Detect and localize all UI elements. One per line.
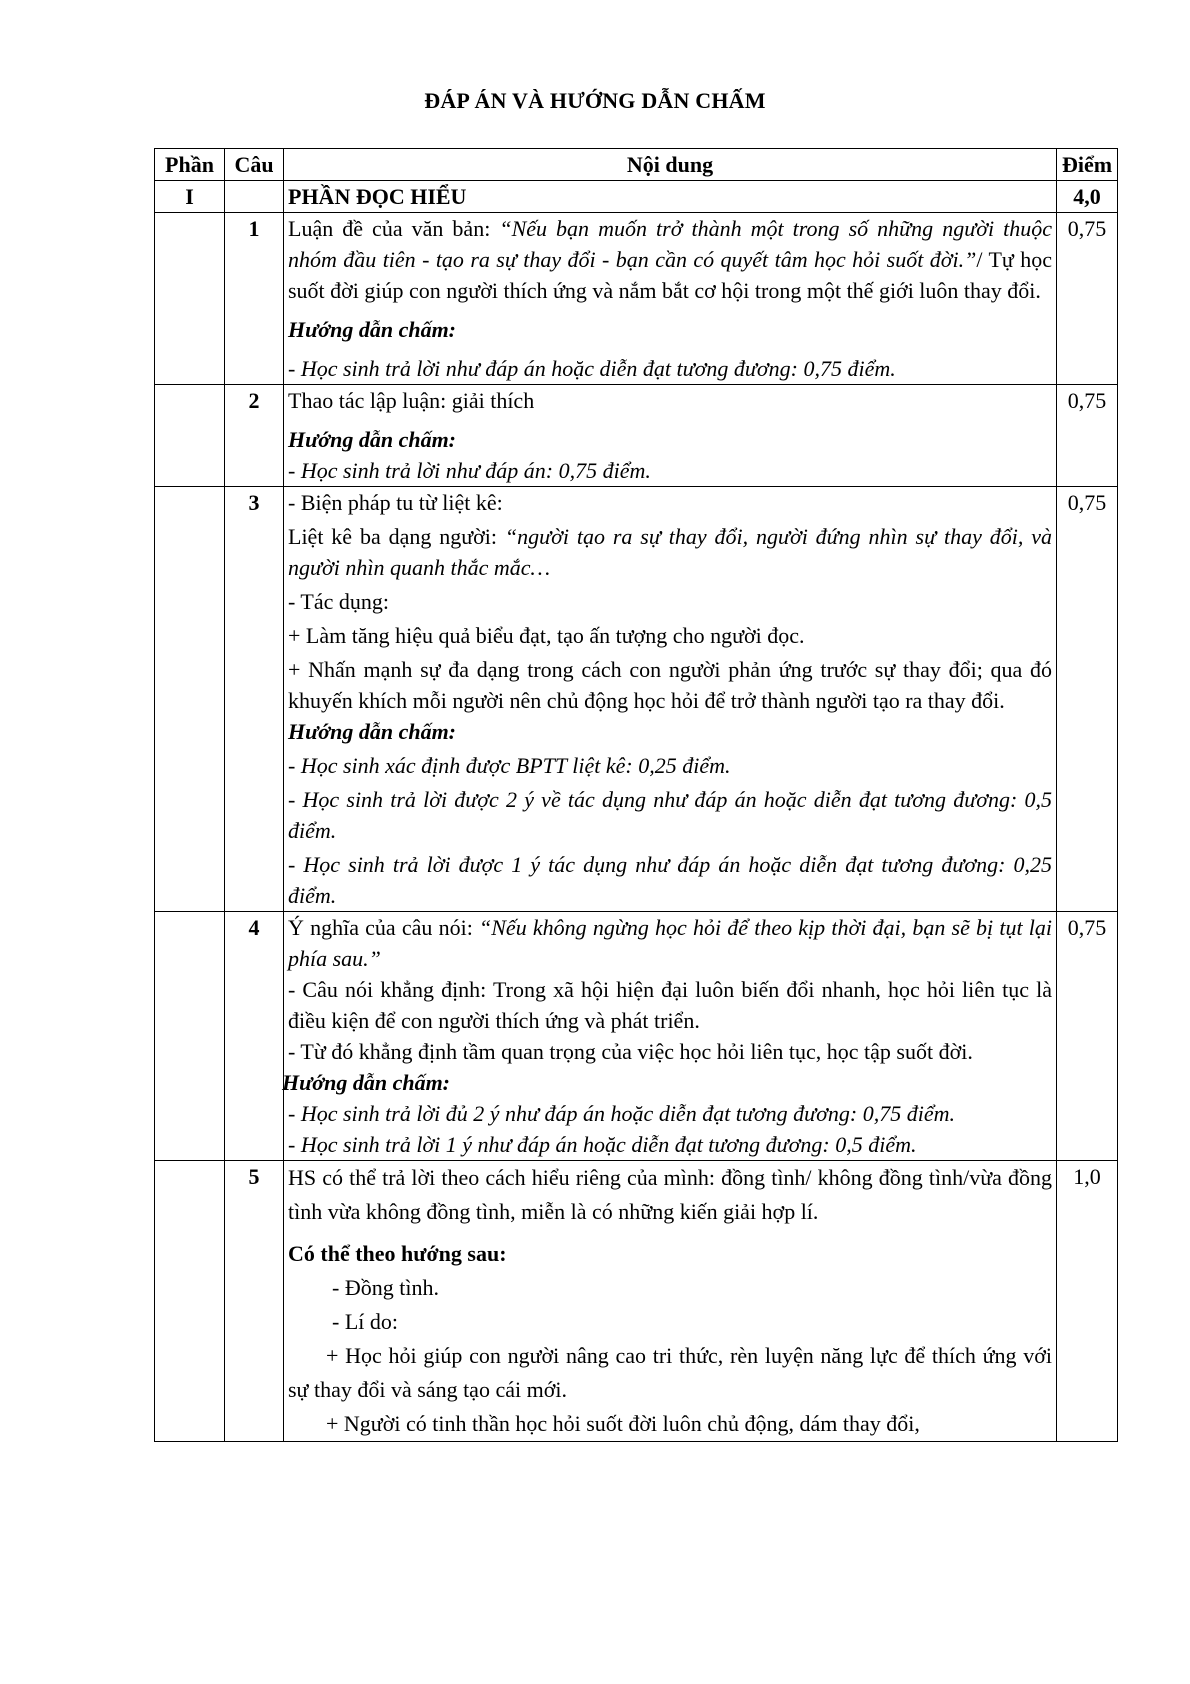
q5-diem: 1,0	[1057, 1161, 1118, 1442]
header-diem: Điểm	[1057, 149, 1118, 181]
q5-line-1: HS có thể trả lời theo cách hiểu riêng của mình: đồng tình/ không đồng tình/vừa đồng tình vừa không đồng tình, miễn là có những kiến giải hợp lí.	[288, 1165, 1052, 1224]
cau-number-2: 2	[225, 385, 284, 487]
q4-guide-label: Hướng dẫn chấm:	[282, 1070, 451, 1095]
q1-guide-label: Hướng dẫn chấm:	[288, 317, 457, 342]
q5-line-2: Có thể theo hướng sau:	[288, 1241, 507, 1266]
q5-line-6: + Người có tinh thần học hỏi suốt đời luôn chủ động, dám thay đổi,	[326, 1411, 920, 1436]
table-row-q4	[155, 912, 1118, 1161]
q1-rest: / Tự học suốt đời giúp con người thích ứng và nắm bắt cơ hội trong một thế giới luôn thay đổi.	[288, 247, 1052, 303]
q4-quote: “Nếu không ngừng học hỏi để theo kịp thời đại, bạn sẽ bị tụt lại phía sau.”	[288, 915, 1052, 971]
header-noidung: Nội dung	[284, 149, 1057, 181]
header-cau: Câu	[225, 149, 284, 181]
q4-guide-2: - Học sinh trả lời 1 ý như đáp án hoặc diễn đạt tương đương: 0,5 điểm.	[288, 1132, 917, 1157]
q1-diem: 0,75	[1057, 213, 1118, 385]
q5-line-5: + Học hỏi giúp con người nâng cao tri thức, rèn luyện năng lực để thích ứng với sự thay đổi và sáng tạo cái mới.	[288, 1343, 1052, 1402]
q2-guide-label: Hướng dẫn chấm:	[288, 427, 457, 452]
section-row	[155, 181, 1118, 213]
page-title: ĐÁP ÁN VÀ HƯỚNG DẪN CHẤM	[424, 88, 766, 113]
table-row-q1	[155, 213, 1118, 385]
section-phan: I	[155, 181, 225, 213]
q4-line-2: - Câu nói khẳng định: Trong xã hội hiện đại luôn biến đổi nhanh, học hỏi liên tục là điều kiện để con người thích ứng và phát triển.	[288, 977, 1052, 1033]
section-title: PHẦN ĐỌC HIỂU	[284, 181, 1057, 213]
q1-answer	[288, 213, 1052, 306]
phan-empty	[155, 385, 225, 487]
phan-empty	[155, 1161, 225, 1442]
phan-empty	[155, 912, 225, 1161]
q4-intro: Ý nghĩa của câu nói:	[288, 915, 480, 940]
q3-guide-2: - Học sinh trả lời được 2 ý về tác dụng như đáp án hoặc diễn đạt tương đương: 0,5 điểm.	[288, 787, 1052, 843]
q2-diem: 0,75	[1057, 385, 1118, 487]
q3-line-3: - Tác dụng:	[288, 589, 390, 614]
q4-line-1	[288, 912, 1052, 974]
section-diem: 4,0	[1057, 181, 1118, 213]
q1-guide-1: - Học sinh trả lời như đáp án hoặc diễn đạt tương đương: 0,75 điểm.	[288, 356, 896, 381]
q4-content	[284, 912, 1057, 1161]
phan-empty	[155, 213, 225, 385]
cau-number-5: 5	[225, 1161, 284, 1442]
table-row-q3	[155, 487, 1118, 912]
table-header-row	[155, 149, 1118, 181]
q3-guide-label: Hướng dẫn chấm:	[288, 719, 457, 744]
cau-number-1: 1	[225, 213, 284, 385]
cau-number-3: 3	[225, 487, 284, 912]
q3-diem: 0,75	[1057, 487, 1118, 912]
q3-content	[284, 487, 1057, 912]
section-cau-empty	[225, 181, 284, 213]
q5-content	[284, 1161, 1057, 1442]
q3-line-5: + Nhấn mạnh sự đa dạng trong cách con người phản ứng trước sự thay đổi; qua đó khuyến khích mỗi người nên chủ động học hỏi để trở thành người tạo ra thay đổi.	[288, 657, 1052, 713]
phan-empty	[155, 487, 225, 912]
header-phan: Phần	[155, 149, 225, 181]
table-row-q2	[155, 385, 1118, 487]
q3-line-2	[288, 521, 1052, 583]
q3-line-2-intro: Liệt kê ba dạng người:	[288, 524, 505, 549]
q2-answer: Thao tác lập luận: giải thích	[288, 388, 535, 413]
q4-guide-1: - Học sinh trả lời đủ 2 ý như đáp án hoặc diễn đạt tương đương: 0,75 điểm.	[288, 1101, 955, 1126]
q3-line-2-quote: “người tạo ra sự thay đổi, người đứng nhìn sự thay đổi, và người nhìn quanh thắc mắc…	[288, 524, 1052, 580]
q3-line-4: + Làm tăng hiệu quả biểu đạt, tạo ấn tượng cho người đọc.	[288, 623, 805, 648]
q1-content	[284, 213, 1057, 385]
q3-guide-3: - Học sinh trả lời được 1 ý tác dụng như đáp án hoặc diễn đạt tương đương: 0,25 điểm.	[288, 852, 1052, 908]
cau-number-4: 4	[225, 912, 284, 1161]
table-row-q5	[155, 1161, 1118, 1442]
q1-intro: Luận đề của văn bản:	[288, 216, 500, 241]
q2-guide-1: - Học sinh trả lời như đáp án: 0,75 điểm.	[288, 458, 651, 483]
q5-line-3: - Đồng tình.	[332, 1275, 439, 1300]
q2-content	[284, 385, 1057, 487]
q3-line-1: - Biện pháp tu từ liệt kê:	[288, 490, 503, 515]
q4-diem: 0,75	[1057, 912, 1118, 1161]
answer-table	[154, 148, 1118, 1442]
q1-quote: “Nếu bạn muốn trở thành một trong số những người thuộc nhóm đầu tiên - tạo ra sự thay đổi - bạn cần có quyết tâm học hỏi suốt đời.”	[288, 216, 1052, 272]
q5-line-4: - Lí do:	[332, 1309, 398, 1334]
q3-guide-1: - Học sinh xác định được BPTT liệt kê: 0,25 điểm.	[288, 753, 731, 778]
q4-line-3: - Từ đó khẳng định tầm quan trọng của việc học hỏi liên tục, học tập suốt đời.	[288, 1039, 973, 1064]
